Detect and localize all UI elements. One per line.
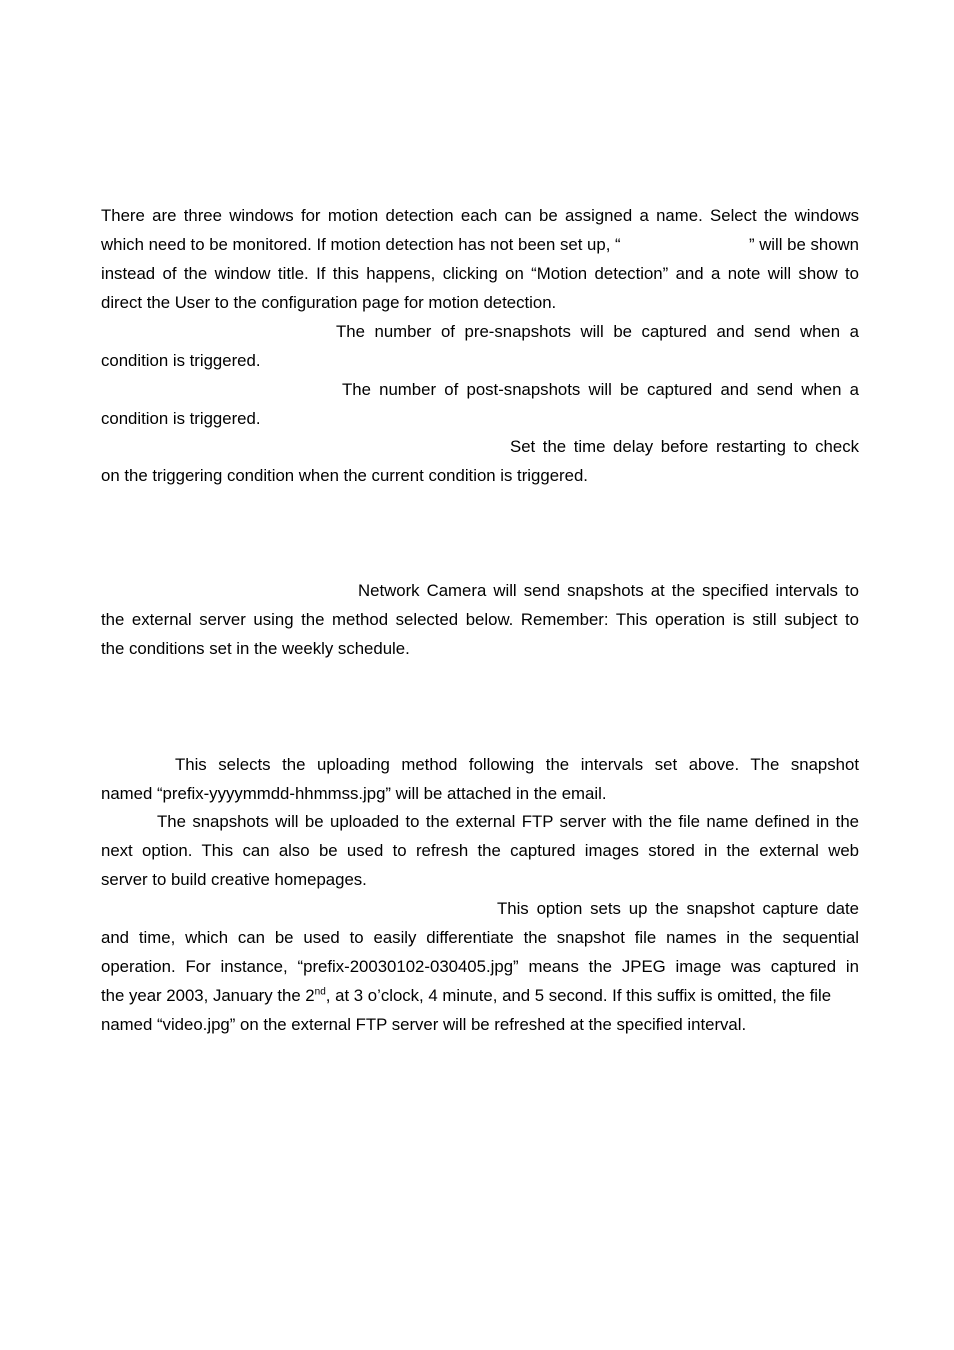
date-suffix-paragraph [101,894,859,1039]
snapshot-interval-paragraph [101,576,859,663]
text-line: named “prefix-yyyymmdd-hhmmss.jpg” will be attached in the email. [101,784,607,803]
ftp-upload-paragraph [101,807,859,894]
text-line: server to build creative homepages. [101,870,367,889]
text-line [101,375,859,404]
text-fragment: the year 2003, January the 2 [101,986,315,1005]
text-fragment: which need to be monitored. If motion detection has not been set up, “ [101,235,621,254]
pre-snapshots-paragraph [101,317,859,375]
text-line: on the triggering condition when the current condition is triggered. [101,466,588,485]
text-line: the conditions set in the weekly schedule. [101,639,410,658]
text-line: next option. This can also be used to refresh the captured images stored in the external web [101,841,859,860]
text-fragment: This selects the uploading method following the intervals set above. The snapshot [175,755,859,774]
text-fragment: The number of pre-snapshots will be captured and send when a [336,322,859,341]
text-line [101,750,859,779]
text-line [101,981,859,1010]
text-line: the external server using the method selected below. Remember: This operation is still subject to [101,610,859,629]
text-fragment: Network Camera will send snapshots at the specified intervals to [358,581,859,600]
motion-detection-paragraph [101,201,859,317]
text-fragment: Set the time delay before restarting to check [510,437,859,456]
text-line [101,894,859,923]
text-line: There are three windows for motion detection each can be assigned a name. Select the windows [101,206,859,225]
text-line: and time, which can be used to easily differentiate the snapshot file names in the sequential [101,928,859,947]
text-fragment: , at 3 o’clock, 4 minute, and 5 second. If this suffix is omitted, the file [325,986,832,1005]
text-line: operation. For instance, “prefix-20030102-030405.jpg” means the JPEG image was captured in [101,957,859,976]
text-fragment: The number of post-snapshots will be captured and send when a [342,380,859,399]
ordinal-suffix: nd [314,986,326,998]
text-line: direct the User to the configuration page for motion detection. [101,293,557,312]
text-line [101,807,859,836]
text-line: named “video.jpg” on the external FTP server will be refreshed at the specified interval. [101,1015,747,1034]
post-snapshots-paragraph [101,375,859,433]
text-line [101,230,859,259]
text-fragment: ” will be shown [748,235,859,254]
email-upload-paragraph [101,750,859,808]
delay-paragraph [101,432,859,490]
text-line [101,576,859,605]
text-fragment: This option sets up the snapshot capture date [497,899,859,918]
text-fragment: The snapshots will be uploaded to the external FTP server with the file name defined in the [157,812,859,831]
text-line: condition is triggered. [101,409,261,428]
text-line: instead of the window title. If this happens, clicking on “Motion detection” and a note will show to [101,264,859,283]
text-line [101,432,859,461]
text-line: condition is triggered. [101,351,261,370]
text-line [101,317,859,346]
